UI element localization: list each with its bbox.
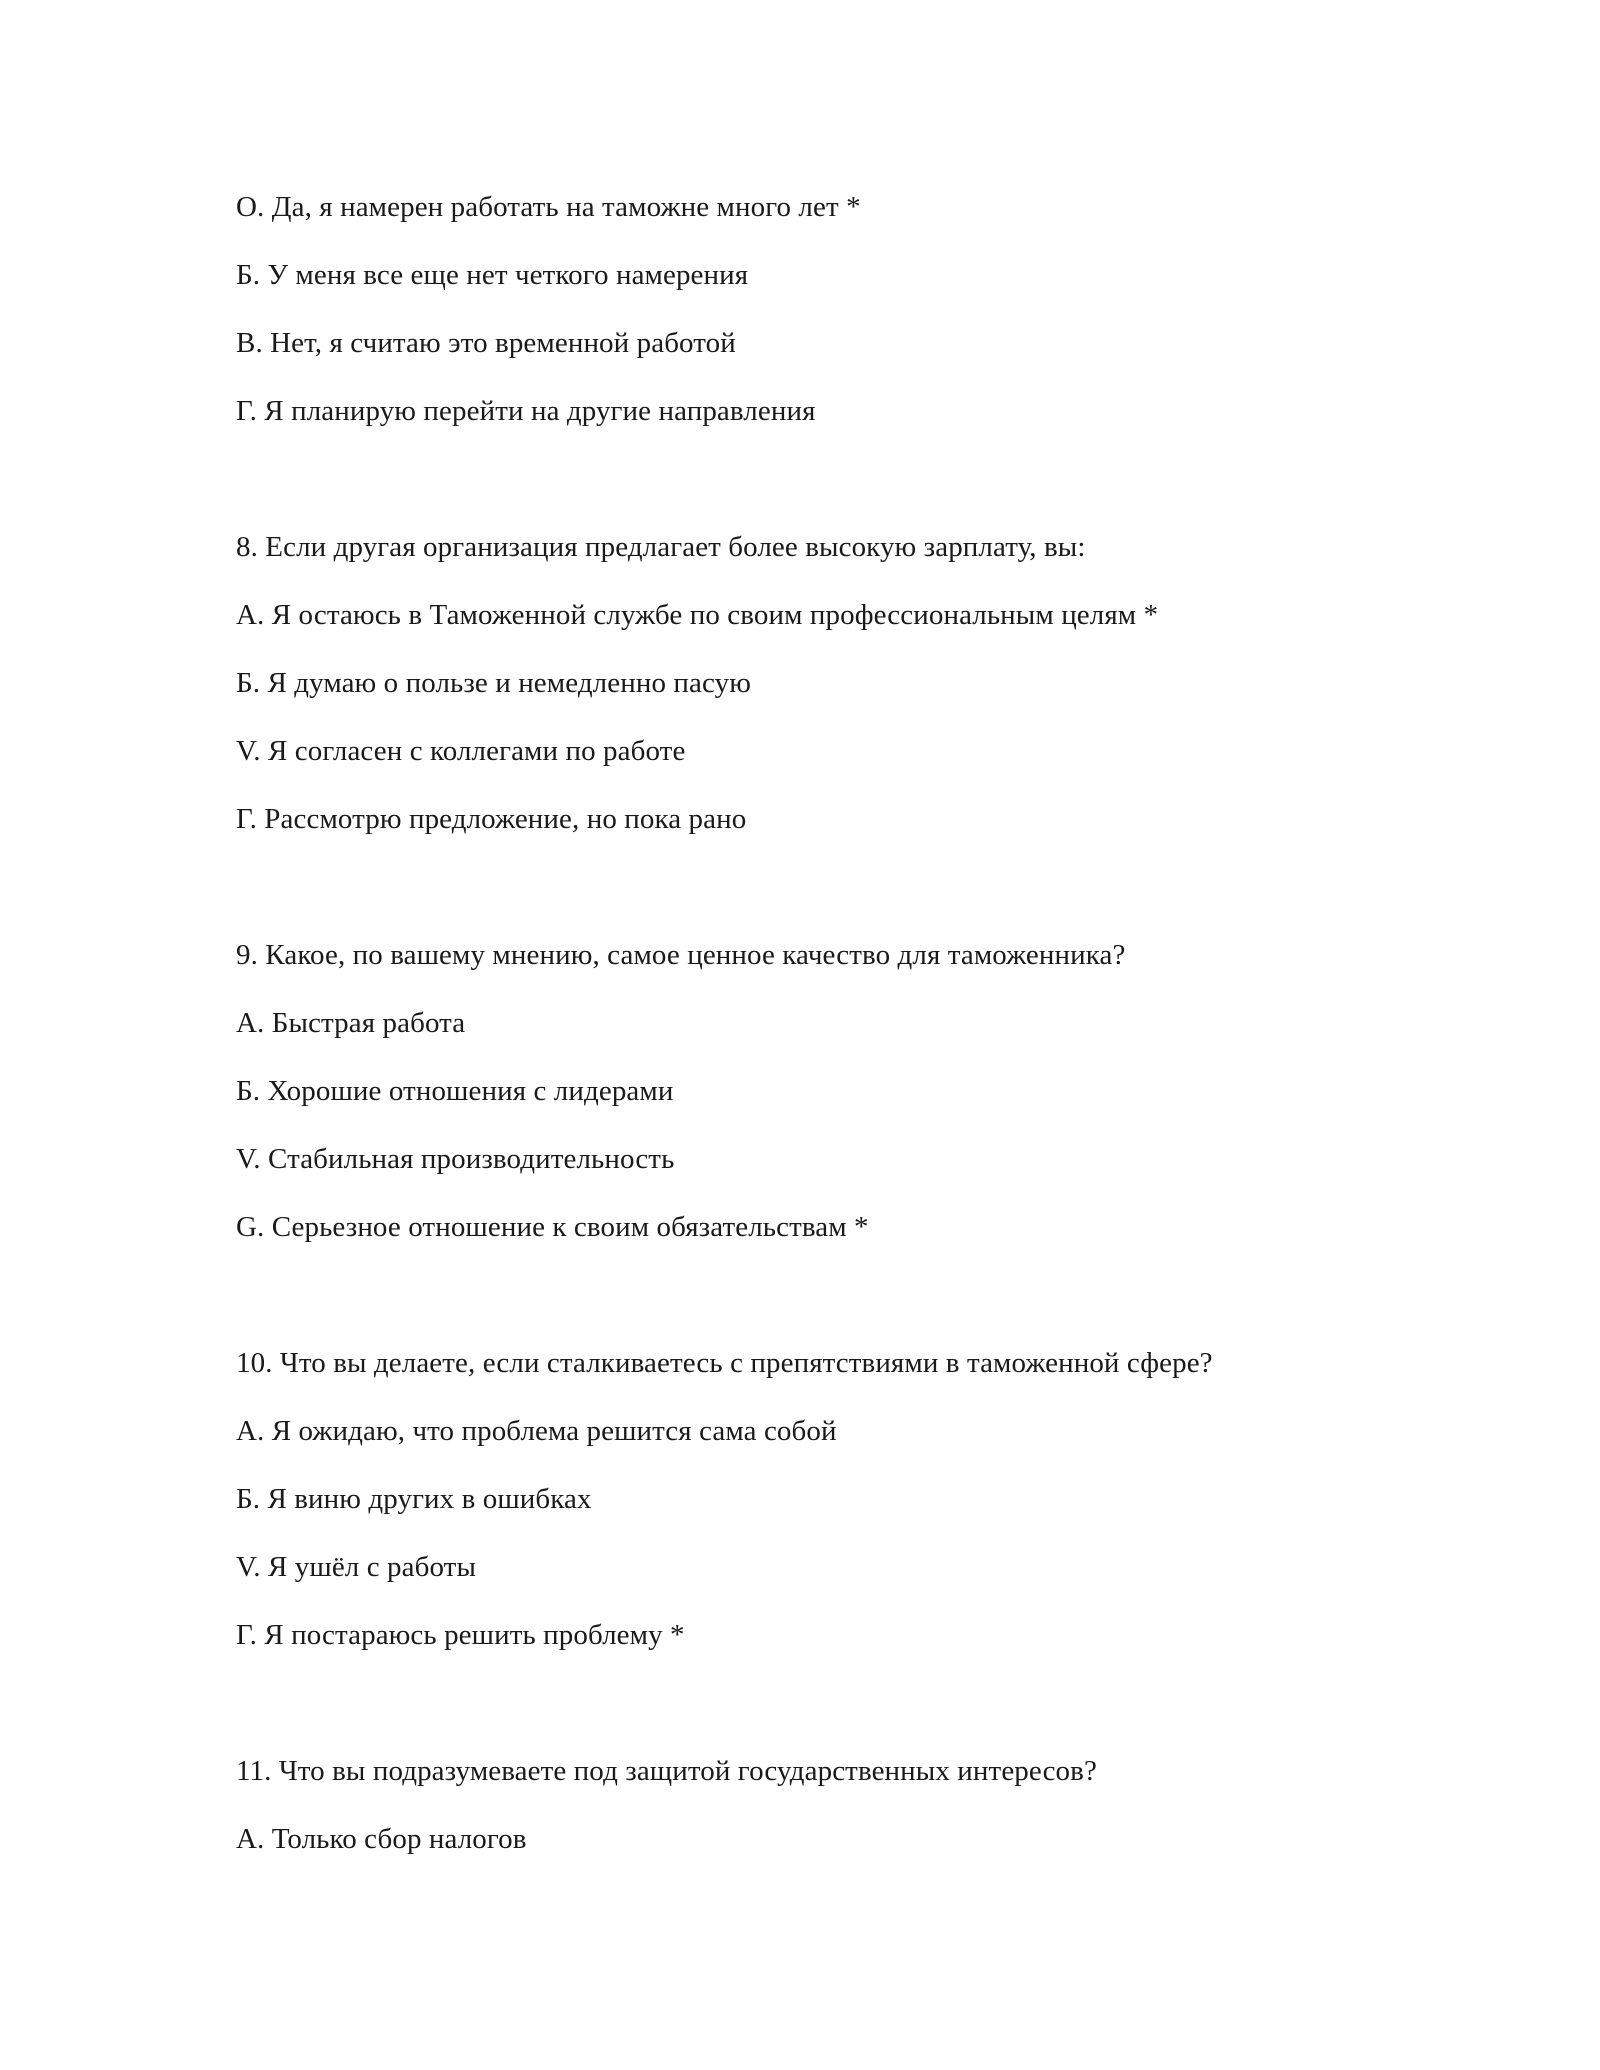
answer-option: А. Я ожидаю, что проблема решится сама собой	[236, 1415, 837, 1447]
answer-option: А. Только сбор налогов	[236, 1823, 527, 1855]
answer-option: Г. Рассмотрю предложение, но пока рано	[236, 803, 747, 835]
answer-option: V. Я согласен с коллегами по работе	[236, 735, 686, 767]
answer-option: А. Быстрая работа	[236, 1007, 466, 1039]
answer-option: А. Я остаюсь в Таможенной службе по своим профессиональным целям *	[236, 599, 1159, 631]
answer-option: Г. Я постараюсь решить проблему *	[236, 1619, 685, 1651]
question-11: 11. Что вы подразумеваете под защитой государственных интересов?	[236, 1755, 1097, 1787]
answer-option: G. Серьезное отношение к своим обязательствам *	[236, 1211, 869, 1243]
question-9: 9. Какое, по вашему мнению, самое ценное качество для таможенника?	[236, 939, 1126, 971]
answer-option: О. Да, я намерен работать на таможне много лет *	[236, 191, 861, 223]
question-10: 10. Что вы делаете, если сталкиваетесь с препятствиями в таможенной сфере?	[236, 1347, 1213, 1379]
answer-option: Б. У меня все еще нет четкого намерения	[236, 259, 749, 291]
question-8: 8. Если другая организация предлагает более высокую зарплату, вы:	[236, 531, 1086, 563]
answer-option: Б. Я виню других в ошибках	[236, 1483, 592, 1515]
answer-option: Б. Хорошие отношения с лидерами	[236, 1075, 674, 1107]
answer-option: V. Я ушёл с работы	[236, 1551, 477, 1583]
answer-option: V. Стабильная производительность	[236, 1143, 675, 1175]
answer-option: Б. Я думаю о пользе и немедленно пасую	[236, 667, 751, 699]
answer-option: Г. Я планирую перейти на другие направления	[236, 395, 816, 427]
answer-option: В. Нет, я считаю это временной работой	[236, 327, 736, 359]
